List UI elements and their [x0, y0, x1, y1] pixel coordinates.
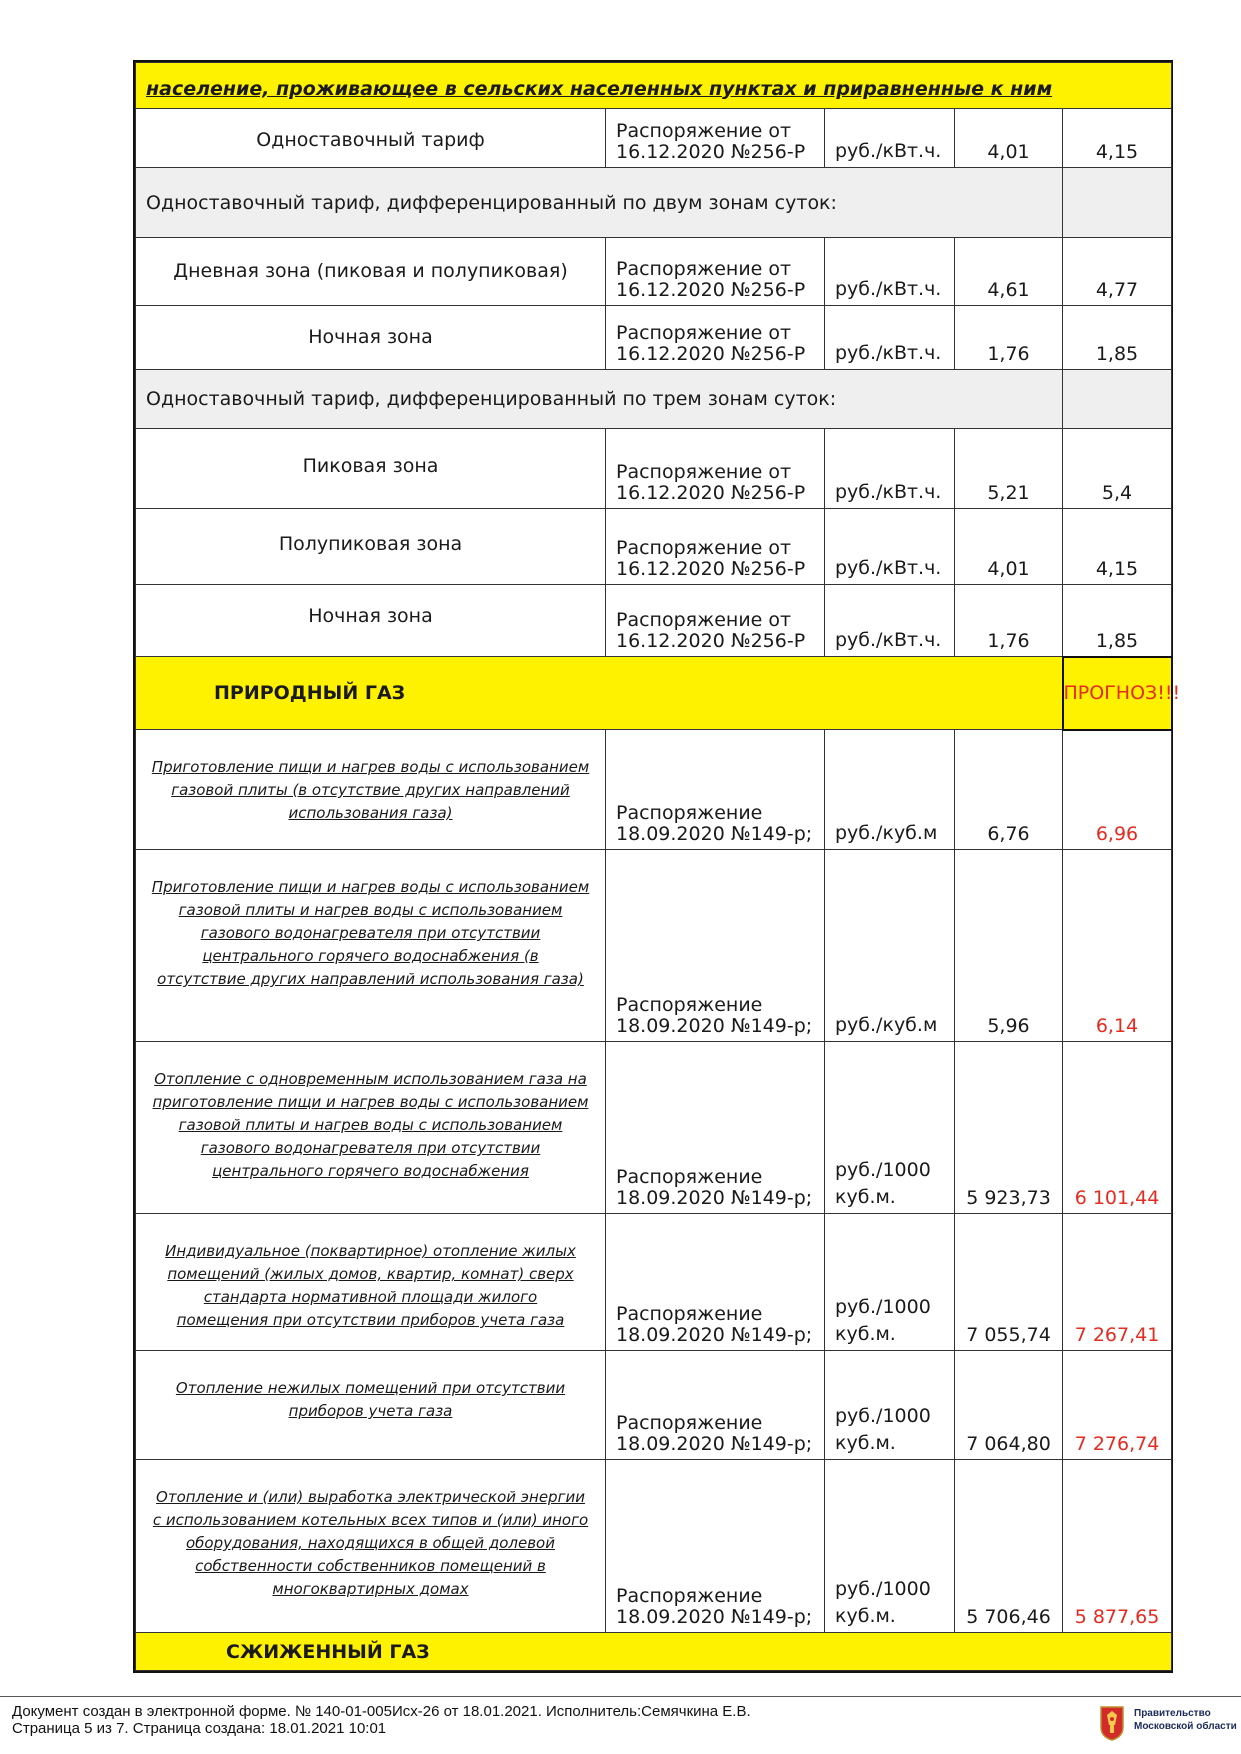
description-line: приготовление пищи и нагрев воды с использованием: [152, 1093, 589, 1111]
description-line: с использованием котельных всех типов и (или) иного: [152, 1511, 589, 1529]
document-line: 16.12.2020 №256-Р: [616, 141, 806, 163]
tariff-value-next: 5,4: [1063, 429, 1172, 509]
description-line: Отопление с одновременным использованием газа на: [154, 1070, 587, 1088]
document-line: 18.09.2020 №149-р;: [616, 1187, 813, 1209]
tariff-unit: руб./кВт.ч.: [825, 585, 955, 657]
unit-line: руб./1000: [835, 1578, 931, 1600]
unit-line: куб.м.: [835, 1323, 896, 1345]
tariff-document: [606, 850, 825, 1042]
table-row: [136, 429, 1172, 509]
tariff-value-current: 5,21: [955, 429, 1063, 509]
document-line: 16.12.2020 №256-Р: [616, 279, 806, 301]
tariff-unit: руб./кВт.ч.: [825, 509, 955, 585]
tariff-unit: руб./кВт.ч.: [825, 238, 955, 306]
table-row: [136, 730, 1172, 850]
tariff-unit: [825, 1214, 955, 1351]
document-line: 18.09.2020 №149-р;: [616, 823, 813, 845]
tariff-document: [606, 1460, 825, 1633]
tariff-value-current: 4,01: [955, 109, 1063, 168]
tariff-unit: [825, 1351, 955, 1460]
tariff-unit: руб./кВт.ч.: [825, 109, 955, 168]
tariff-value-current: 7 055,74: [955, 1214, 1063, 1351]
description-line: использования газа): [288, 804, 453, 822]
description-line: газовой плиты и нагрев воды с использованием: [178, 901, 563, 919]
tariff-document: [606, 1042, 825, 1214]
group-empty-cell: [1063, 370, 1172, 429]
description-line: Приготовление пищи и нагрев воды с использованием: [151, 878, 590, 896]
description-line: газового водонагревателя при отсутствии: [200, 924, 541, 942]
tariff-value-forecast: 6,96: [1063, 730, 1172, 850]
tariff-value-current: 5 706,46: [955, 1460, 1063, 1633]
description-line: помещений (жилых домов, квартир, комнат) сверх: [167, 1265, 574, 1283]
tariff-value-current: 4,01: [955, 509, 1063, 585]
unit-line: руб./куб.м: [835, 1014, 938, 1036]
tariff-unit: [825, 730, 955, 850]
gov-name-line: Московской области: [1134, 1721, 1237, 1732]
tariff-name: Пиковая зона: [136, 429, 606, 509]
table-row: [136, 1460, 1172, 1633]
document-line: Распоряжение: [616, 994, 763, 1016]
tariff-unit: [825, 1460, 955, 1633]
document-line: Распоряжение: [616, 802, 763, 824]
description-line: отсутствие других направлений использования газа): [157, 970, 584, 988]
tariff-document: [606, 730, 825, 850]
unit-line: руб./1000: [835, 1405, 931, 1427]
section-rural-title: население, проживающее в сельских населенных пунктах и приравненные к ним: [136, 63, 1172, 109]
tariff-unit: руб./кВт.ч.: [825, 429, 955, 509]
gas-usage-description: [136, 1351, 606, 1460]
tariff-value-next: 1,85: [1063, 585, 1172, 657]
table-row: [136, 850, 1172, 1042]
tariff-name: Одноставочный тариф: [136, 109, 606, 168]
tariff-value-current: 5,96: [955, 850, 1063, 1042]
tariff-value-forecast: 5 877,65: [1063, 1460, 1172, 1633]
table-row: [136, 1351, 1172, 1460]
tariff-value-current: 1,76: [955, 585, 1063, 657]
unit-line: руб./куб.м: [835, 822, 938, 844]
description-line: Приготовление пищи и нагрев воды с использованием: [151, 758, 590, 776]
group-label-two-zone: Одноставочный тариф, дифференцированный по двум зонам суток:: [136, 168, 1063, 238]
tariff-document: [606, 109, 825, 168]
document-line: 16.12.2020 №256-Р: [616, 343, 806, 365]
description-line: Отопление нежилых помещений при отсутствии: [175, 1379, 566, 1397]
document-line: Распоряжение от: [616, 537, 792, 559]
description-line: центрального горячего водоснабжения: [212, 1162, 529, 1180]
table-row: [136, 109, 1172, 168]
government-logo-text: [1134, 1707, 1237, 1733]
description-line: Индивидуальное (поквартирное) отопление жилых: [165, 1242, 576, 1260]
forecast-label: ПРОГНОЗ!!!: [1063, 657, 1172, 730]
table-row: [136, 509, 1172, 585]
group-label-three-zone: Одноставочный тариф, дифференцированный по трем зонам суток:: [136, 370, 1063, 429]
tariff-document: [606, 1214, 825, 1351]
description-line: приборов учета газа: [288, 1402, 453, 1420]
table-row: [136, 306, 1172, 370]
document-line: 16.12.2020 №256-Р: [616, 482, 806, 504]
document-line: Распоряжение: [616, 1585, 763, 1607]
unit-line: куб.м.: [835, 1186, 896, 1208]
tariff-value-next: 4,15: [1063, 109, 1172, 168]
document-footer: [0, 1696, 1241, 1737]
description-line: Отопление и (или) выработка электрической энергии: [156, 1488, 585, 1506]
document-line: Распоряжение от: [616, 120, 792, 142]
description-line: газового водонагревателя при отсутствии: [200, 1139, 541, 1157]
document-line: Распоряжение от: [616, 258, 792, 280]
description-line: газовой плиты (в отсутствие других направлений: [171, 781, 570, 799]
description-line: оборудования, находящихся в общей долевой: [186, 1534, 555, 1552]
table-row: [136, 1042, 1172, 1214]
tariff-document: [606, 1351, 825, 1460]
tariff-value-next: 4,77: [1063, 238, 1172, 306]
tariff-document: [606, 429, 825, 509]
section-rural-row: [136, 63, 1172, 109]
footer-text: [12, 1703, 751, 1737]
tariff-document: [606, 306, 825, 370]
tariff-unit: руб./кВт.ч.: [825, 306, 955, 370]
tariff-value-current: 7 064,80: [955, 1351, 1063, 1460]
tariff-value-forecast: 7 267,41: [1063, 1214, 1172, 1351]
document-line: 18.09.2020 №149-р;: [616, 1015, 813, 1037]
description-line: центрального горячего водоснабжения (в: [202, 947, 539, 965]
table-row: [136, 585, 1172, 657]
table-row: [136, 238, 1172, 306]
tariff-value-next: 4,15: [1063, 509, 1172, 585]
gas-usage-description: [136, 1214, 606, 1351]
footer-page-info: Страница 5 из 7. Страница создана: 18.01.2021 10:01: [12, 1720, 387, 1737]
gas-usage-description: [136, 1460, 606, 1633]
tariff-value-current: 6,76: [955, 730, 1063, 850]
document-line: Распоряжение: [616, 1303, 763, 1325]
gov-name-line: Правительство: [1134, 1708, 1211, 1719]
tariff-table: [135, 62, 1181, 1671]
tariff-value-next: 1,85: [1063, 306, 1172, 370]
document-line: 16.12.2020 №256-Р: [616, 630, 806, 652]
section-lpg-title: СЖИЖЕННЫЙ ГАЗ: [136, 1633, 1172, 1671]
description-line: многоквартирных домах: [272, 1580, 469, 1598]
tariff-unit: [825, 1042, 955, 1214]
group-empty-cell: [1063, 168, 1172, 238]
tariff-name: Ночная зона: [136, 585, 606, 657]
document-line: 18.09.2020 №149-р;: [616, 1324, 813, 1346]
gas-usage-description: [136, 1042, 606, 1214]
gas-usage-description: [136, 850, 606, 1042]
description-line: газовой плиты и нагрев воды с использованием: [178, 1116, 563, 1134]
gas-usage-description: [136, 730, 606, 850]
document-line: 16.12.2020 №256-Р: [616, 558, 806, 580]
document-line: 18.09.2020 №149-р;: [616, 1606, 813, 1628]
tariff-value-forecast: 7 276,74: [1063, 1351, 1172, 1460]
unit-line: руб./1000: [835, 1296, 931, 1318]
tariff-value-current: 5 923,73: [955, 1042, 1063, 1214]
tariff-value-forecast: 6,14: [1063, 850, 1172, 1042]
tariff-name: Полупиковая зона: [136, 509, 606, 585]
tariff-name: Ночная зона: [136, 306, 606, 370]
group-header-row: [136, 168, 1172, 238]
section-lpg-row: [136, 1633, 1172, 1671]
tariff-value-forecast: 6 101,44: [1063, 1042, 1172, 1214]
document-line: Распоряжение: [616, 1166, 763, 1188]
tariff-unit: [825, 850, 955, 1042]
unit-line: руб./1000: [835, 1159, 931, 1181]
tariff-document: [606, 585, 825, 657]
tariff-value-current: 4,61: [955, 238, 1063, 306]
document-line: Распоряжение от: [616, 461, 792, 483]
tariff-value-current: 1,76: [955, 306, 1063, 370]
group-header-row: [136, 370, 1172, 429]
section-gas-row: [136, 657, 1172, 730]
table-row: [136, 1214, 1172, 1351]
tariff-document: [606, 238, 825, 306]
unit-line: куб.м.: [835, 1432, 896, 1454]
document-line: Распоряжение от: [616, 322, 792, 344]
footer-document-info: Документ создан в электронной форме. № 140-01-005Исх-26 от 18.01.2021. Исполнитель:Семячкина Е.В.: [12, 1703, 751, 1720]
unit-line: куб.м.: [835, 1605, 896, 1627]
tariff-table-frame: [133, 60, 1181, 1673]
document-line: 18.09.2020 №149-р;: [616, 1433, 813, 1455]
description-line: стандарта нормативной площади жилого: [203, 1288, 538, 1306]
document-line: Распоряжение от: [616, 609, 792, 631]
tariff-name: Дневная зона (пиковая и полупиковая): [136, 238, 606, 306]
coat-of-arms-icon: [1099, 1705, 1125, 1741]
section-gas-title: ПРИРОДНЫЙ ГАЗ: [136, 657, 1063, 730]
description-line: собственности собственников помещений в: [195, 1557, 546, 1575]
description-line: помещения при отсутствии приборов учета газа: [176, 1311, 565, 1329]
tariff-document: [606, 509, 825, 585]
document-line: Распоряжение: [616, 1412, 763, 1434]
